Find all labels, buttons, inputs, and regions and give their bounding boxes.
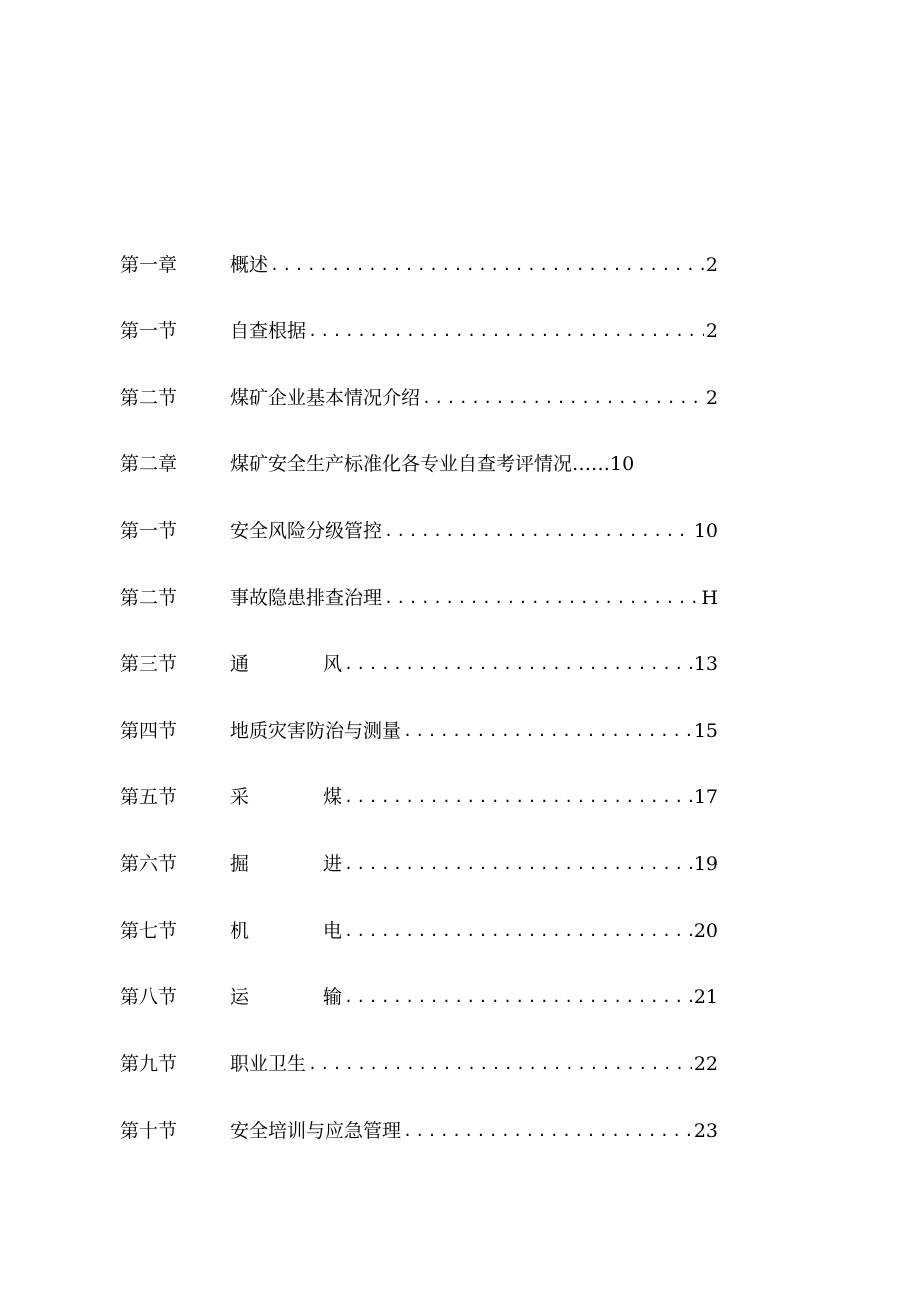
toc-dot-leader: [401, 1113, 692, 1149]
toc-entry-label: 第一节: [120, 520, 178, 542]
toc-dot-leader: [268, 247, 704, 283]
toc-entry-label: 第二节: [120, 587, 178, 609]
toc-entry-section-2-4[interactable]: [120, 713, 718, 749]
toc-entry-title: 职业卫生: [230, 1053, 307, 1075]
toc-entry-title: [230, 913, 342, 949]
toc-entry-title: 安全风险分级管控: [230, 520, 383, 542]
toc-entry-section-2-2[interactable]: [120, 580, 718, 616]
toc-entry-page: ……10: [572, 453, 635, 475]
toc-dot-leader: [342, 979, 692, 1015]
toc-entry-page: H: [701, 587, 718, 609]
toc-entry-label: 第十节: [120, 1120, 178, 1142]
toc-entry-page: 2: [705, 254, 718, 276]
toc-entry-title-char: 通: [230, 653, 250, 675]
toc-entry-section-1-2[interactable]: [120, 380, 718, 416]
toc-entry-title-char: 机: [230, 920, 250, 942]
toc-dot-leader: [342, 779, 692, 815]
toc-entry-label: 第二章: [120, 453, 178, 475]
toc-dot-leader: [342, 646, 692, 682]
toc-entry-chapter-1[interactable]: [120, 247, 718, 283]
toc-entry-title-char: 风: [322, 653, 342, 675]
toc-entry-title-char: 进: [322, 853, 342, 875]
toc-entry-title: [230, 979, 342, 1015]
toc-entry-label: 第四节: [120, 720, 178, 742]
toc-entry-title-char: 电: [322, 920, 342, 942]
toc-entry-section-2-5[interactable]: [120, 779, 718, 815]
toc-dot-leader: [382, 513, 692, 549]
toc-entry-section-2-6[interactable]: [120, 846, 718, 882]
toc-entry-section-1-1[interactable]: [120, 313, 718, 349]
toc-entry-section-2-3[interactable]: [120, 646, 718, 682]
toc-entry-title: 事故隐患排查治理: [230, 587, 383, 609]
toc-entry-page: 13: [693, 653, 718, 675]
toc-entry-title-char: 采: [230, 786, 250, 808]
toc-dot-leader: [342, 846, 692, 882]
toc-entry-page: 20: [693, 920, 718, 942]
toc-entry-label: 第七节: [120, 920, 178, 942]
toc-entry-title: [230, 779, 342, 815]
toc-entry-title: [230, 646, 342, 682]
toc-entry-section-2-10[interactable]: [120, 1113, 718, 1149]
toc-entry-label: 第一节: [120, 320, 178, 342]
toc-entry-page: 2: [705, 387, 718, 409]
toc-entry-label: 第二节: [120, 387, 178, 409]
toc-entry-title-char: 煤: [322, 786, 342, 808]
toc-entry-chapter-2[interactable]: [120, 446, 718, 482]
toc-dot-leader: [401, 713, 692, 749]
toc-entry-section-2-8[interactable]: [120, 979, 718, 1015]
toc-entry-title: [230, 846, 342, 882]
toc-entry-page: 22: [693, 1053, 718, 1075]
toc-entry-label: 第五节: [120, 786, 178, 808]
toc-entry-title-char: 掘: [230, 853, 250, 875]
toc-entry-page: 19: [693, 853, 718, 875]
toc-dot-leader: [420, 380, 704, 416]
toc-entry-section-2-7[interactable]: [120, 913, 718, 949]
toc-entry-label: 第一章: [120, 254, 178, 276]
toc-entry-title: 概述: [230, 254, 269, 276]
toc-dot-leader: [306, 1046, 692, 1082]
toc-entry-section-2-9[interactable]: [120, 1046, 718, 1082]
toc-entry-title: 煤矿企业基本情况介绍: [230, 387, 421, 409]
toc-entry-title: 自查根据: [230, 320, 307, 342]
toc-entry-title-char: 运: [230, 986, 250, 1008]
toc-dot-leader: [306, 313, 704, 349]
toc-entry-page: 23: [693, 1120, 718, 1142]
toc-entry-label: 第三节: [120, 653, 178, 675]
toc-entry-page: 15: [693, 720, 718, 742]
toc-entry-title: 地质灾害防治与测量: [230, 720, 402, 742]
toc-entry-page: 17: [693, 786, 718, 808]
toc-entry-title: 安全培训与应急管理: [230, 1120, 402, 1142]
toc-dot-leader: [342, 913, 692, 949]
toc-entry-page: 2: [705, 320, 718, 342]
toc-entry-label: 第八节: [120, 986, 178, 1008]
toc-dot-leader: [382, 580, 699, 616]
toc-entry-section-2-1[interactable]: [120, 513, 718, 549]
toc-entry-title-char: 输: [322, 986, 342, 1008]
toc-entry-label: 第九节: [120, 1053, 178, 1075]
toc-entry-page: 21: [693, 986, 718, 1008]
toc-entry-label: 第六节: [120, 853, 178, 875]
toc-entry-page: 10: [693, 520, 718, 542]
toc-entry-title: 煤矿安全生产标准化各专业自查考评情况: [230, 453, 573, 475]
